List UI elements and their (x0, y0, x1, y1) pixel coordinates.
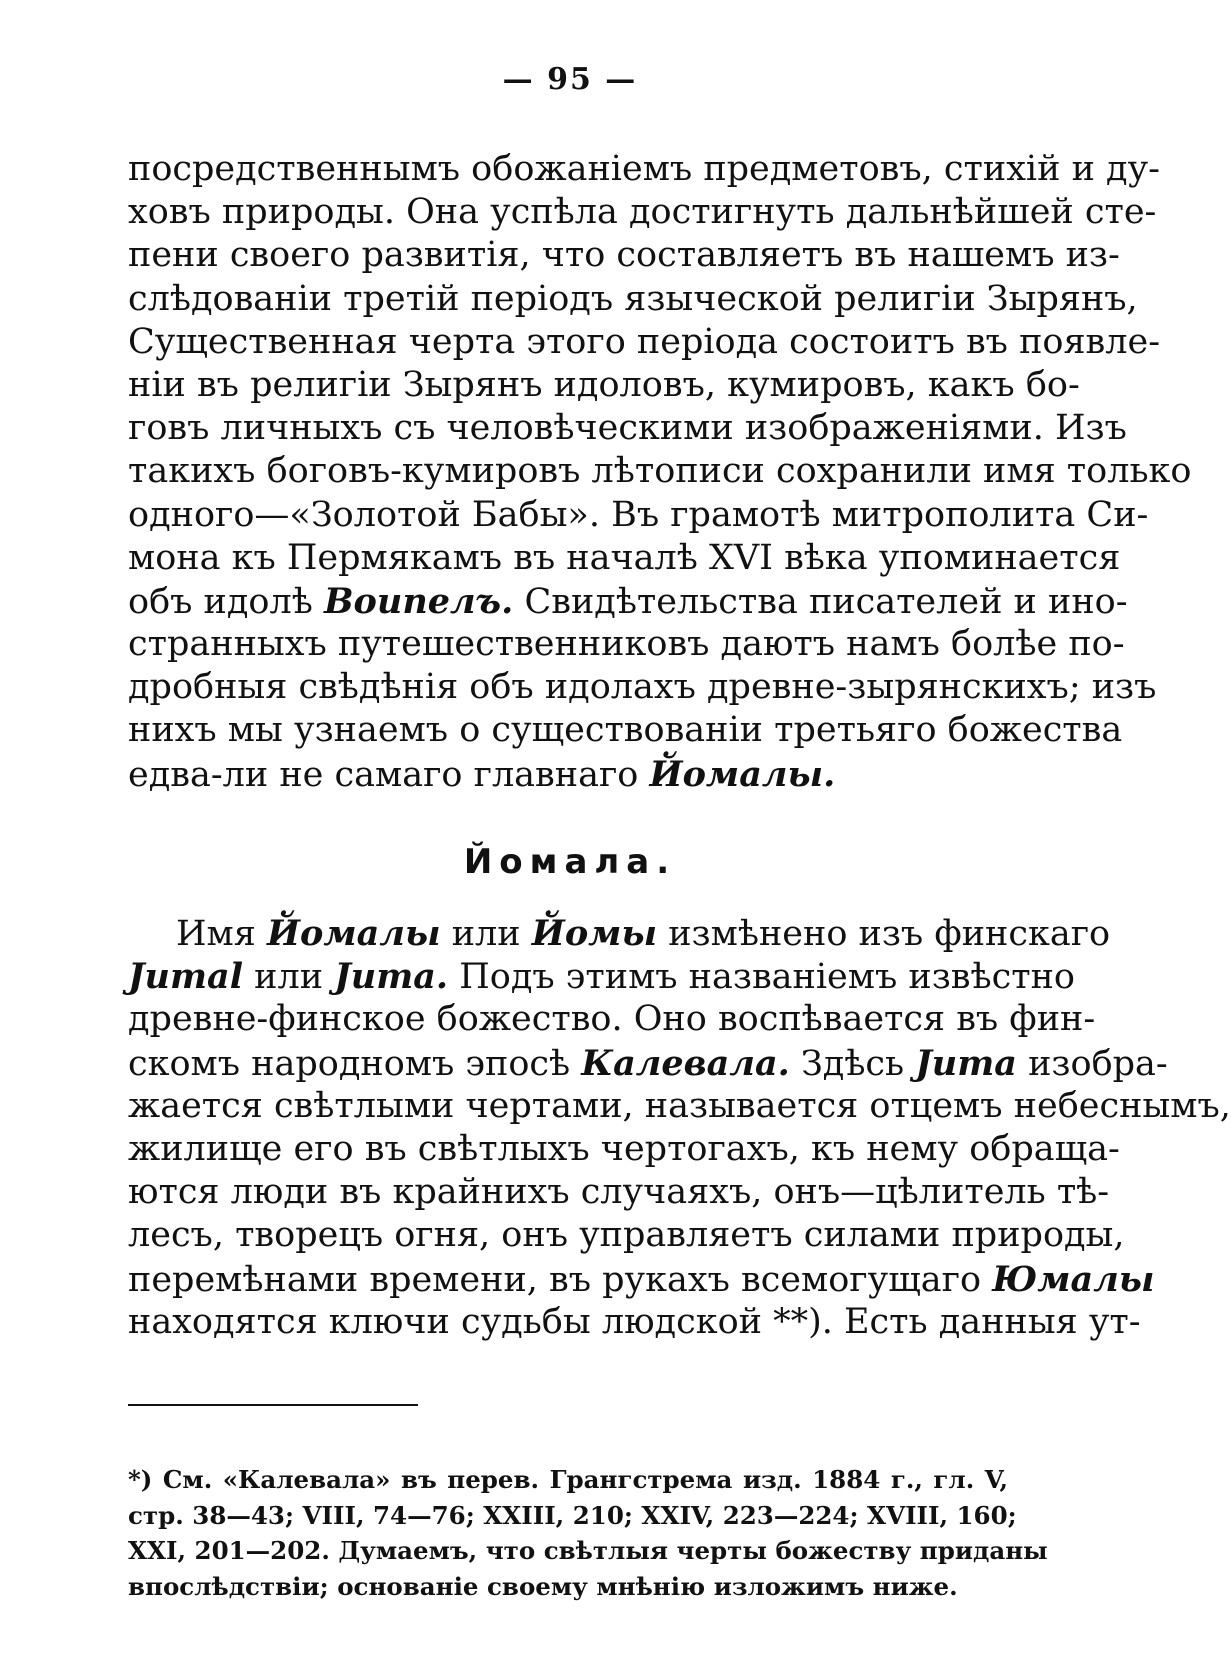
text-segment: скомъ народномъ эпосѣ (128, 1043, 571, 1084)
text-line (128, 580, 1128, 623)
text-line: ются люди въ крайнихъ случаяхъ, онъ—цѣлитель тѣ- (128, 1172, 1110, 1213)
deity-name-yomaly: Йомалы. (649, 753, 836, 795)
text-line: посредственнымъ обожаніемъ предметовъ, стихій и ду- (128, 149, 1161, 189)
text-segment: Подъ этимъ названіемъ извѣстно (459, 957, 1075, 998)
text-line: мона къ Пермякамъ въ началѣ XVI вѣка упоминается (128, 537, 1121, 578)
text-segment: изобра- (1028, 1043, 1168, 1084)
footnote-line: стр. 38—43; VIII, 74—76; XXIII, 210; XXIV, 223—224; XVIII, 160; (128, 1500, 1017, 1530)
text-line: такихъ боговъ-кумировъ лѣтописи сохранили имя только (128, 451, 1192, 492)
footnote-divider (128, 1404, 418, 1406)
text-segment: Имя (176, 914, 256, 954)
text-segment: Здѣсь (800, 1043, 905, 1084)
paragraph-idols (128, 148, 1192, 796)
epic-title-kalevala: Калевала. (581, 1042, 790, 1084)
text-segment: Свидѣтельства писателей и ино- (524, 581, 1128, 622)
text-segment: объ идолѣ (128, 581, 313, 622)
footnote-line: XXI, 201—202. Думаемъ, что свѣтлыя черты божеству приданы (128, 1536, 1048, 1565)
text-line: пени своего развитія, что составляетъ въ нашемъ из- (128, 235, 1120, 276)
text-line: древне-финское божество. Оно воспѣвается въ фин- (128, 999, 1096, 1040)
footnote-line: *) См. «Калевала» въ перев. Грангстрема изд. 1884 г., гл. V, (128, 1465, 1008, 1494)
italic-term: Йомалы (266, 913, 441, 954)
text-line: ніи въ религіи Зырянъ идоловъ, кумировъ, какъ бо- (128, 364, 1080, 405)
italic-term: Juma. (334, 956, 449, 998)
text-line: странныхъ путешественниковъ даютъ намъ болѣе по- (128, 624, 1125, 665)
text-segment: или (254, 957, 324, 998)
text-segment: едва-ли не самаго главнаго (128, 754, 639, 795)
text-segment: или (451, 914, 521, 954)
text-line: жилище его въ свѣтлыхъ чертогахъ, къ нему обраща- (128, 1128, 1120, 1169)
italic-term: Juma (915, 1042, 1017, 1084)
italic-term: Jumal (128, 956, 244, 998)
text-line: дробныя свѣдѣнія объ идолахъ древне-зырянскихъ; изъ (128, 667, 1157, 708)
text-segment: перемѣнами времени, въ рукахъ всемогущаго (128, 1259, 982, 1300)
italic-term: Йомы (531, 913, 658, 954)
text-line: слѣдованіи третій періодъ языческой религіи Зырянъ, (128, 278, 1138, 319)
text-line: говъ личныхъ съ человѣческими изображеніями. Изъ (128, 408, 1127, 449)
footnote-line: впослѣдствіи; основаніе своему мнѣнію изложимъ ниже. (128, 1571, 958, 1601)
text-line: находятся ключи судьбы людской **). Есть данныя ут- (128, 1301, 1141, 1342)
text-line: ховъ природы. Она успѣла достигнуть дальнѣйшей сте- (128, 192, 1157, 233)
deity-name-yumaly: Юмалы (992, 1258, 1155, 1300)
text-line: нихъ мы узнаемъ о существованіи третьяго божества (128, 710, 1123, 751)
page-number: — 95 — (502, 62, 638, 97)
text-line (128, 1042, 1168, 1085)
footnote (128, 1462, 1048, 1604)
idol-name-voipel: Воипелъ. (323, 580, 514, 622)
text-line: лесъ, творецъ огня, онъ управляетъ силами природы, (128, 1215, 1125, 1256)
text-line: жается свѣтлыми чертами, называется отцемъ небеснымъ, (128, 1085, 1231, 1126)
section-heading: Йомала. (463, 842, 677, 882)
text-line (128, 1258, 1155, 1301)
text-segment: измѣнено изъ финскаго (668, 914, 1111, 954)
text-line: Существенная черта этого періода состоитъ въ появле- (128, 321, 1161, 362)
text-line (128, 955, 1075, 998)
text-line (128, 753, 1008, 796)
paragraph-yomala (128, 912, 1231, 1344)
text-line: одного—«Золотой Бабы». Въ грамотѣ митрополита Си- (128, 494, 1149, 535)
text-line (128, 912, 1111, 955)
